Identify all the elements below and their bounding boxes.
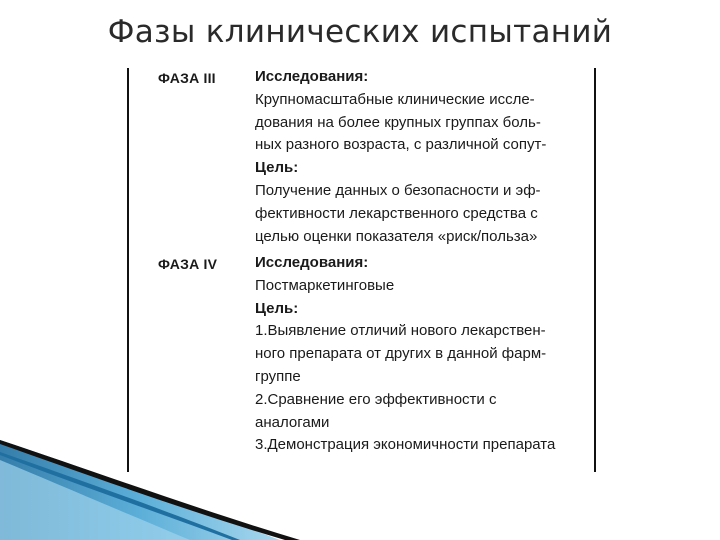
description-line: 3.Демонстрация экономичности препарата <box>255 436 556 454</box>
phase-3-description <box>255 66 585 248</box>
description-line: 1.Выявление отличий нового лекарствен- <box>255 322 546 340</box>
phase-4-label: ФАЗА IV <box>158 256 218 272</box>
description-line: Постмаркетинговые <box>255 276 395 294</box>
description-line: аналогами <box>255 413 330 431</box>
description-line: дования на более крупных группах боль- <box>255 113 541 131</box>
description-line: группе <box>255 367 301 385</box>
description-line: ных разного возраста, с различной сопут- <box>255 136 547 154</box>
table-right-border <box>594 68 596 472</box>
description-line: фективности лекарственного средства с <box>255 204 538 222</box>
slide-title: Фазы клинических испытаний <box>107 14 613 50</box>
section-heading: Исследования: <box>255 254 369 271</box>
description-line: 2.Сравнение его эффективности с <box>255 390 497 408</box>
section-heading: Исследования: <box>255 68 369 85</box>
description-line: Получение данных о безопасности и эф- <box>255 181 541 199</box>
section-heading: Цель: <box>255 299 299 317</box>
phase-4-description <box>255 252 585 457</box>
phase-3-label: ФАЗА III <box>158 70 216 86</box>
decorative-wave-corner <box>0 440 720 540</box>
section-heading: Цель: <box>255 159 299 177</box>
description-line: целью оценки показателя «риск/польза» <box>255 227 538 245</box>
table-left-border <box>127 68 129 472</box>
description-line: ного препарата от других в данной фарм- <box>255 345 547 363</box>
description-line: Крупномасштабные клинические иссле- <box>255 90 535 108</box>
